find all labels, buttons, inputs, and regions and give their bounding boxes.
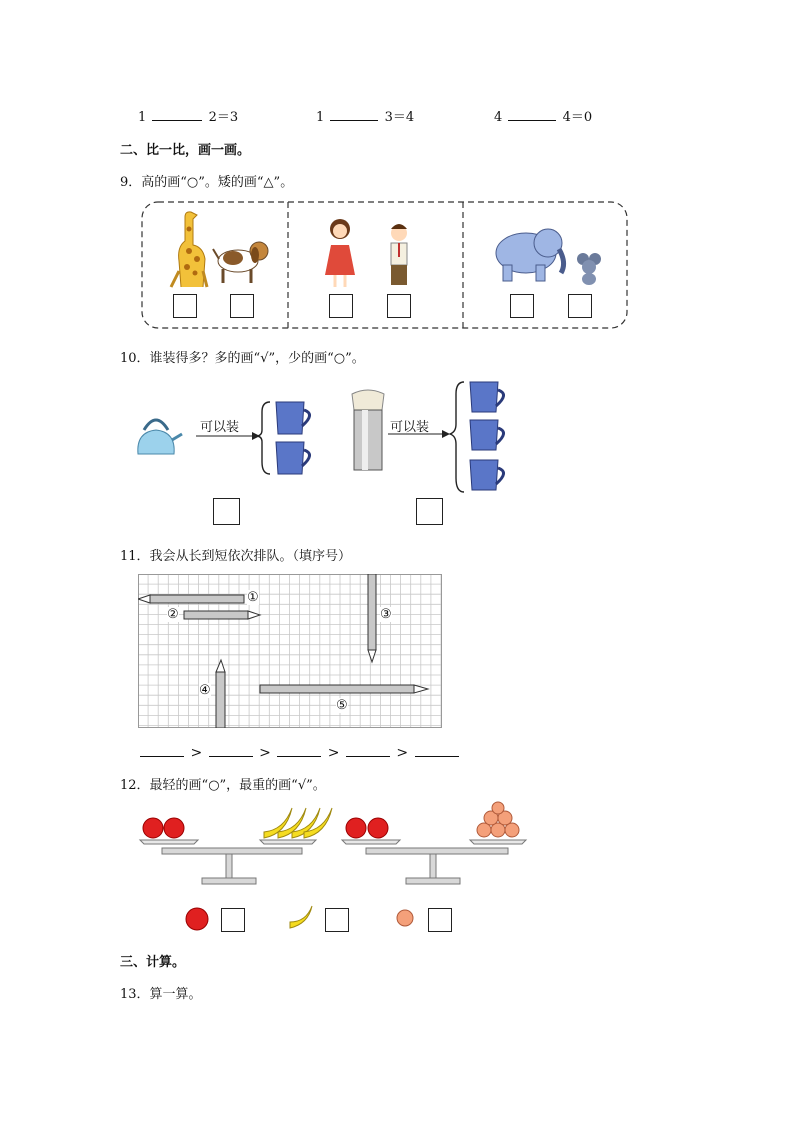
- answer-blank[interactable]: [415, 744, 459, 757]
- answer-box[interactable]: [230, 294, 254, 318]
- q10-illustration: [130, 378, 520, 500]
- question-11-text: 11．我会从长到短依次排队。（填序号）: [120, 549, 352, 564]
- mouse-image: [577, 253, 601, 285]
- kettle-image: [138, 420, 182, 454]
- answer-box[interactable]: [510, 294, 534, 318]
- pencil-1: [138, 595, 244, 603]
- banana-image: [264, 808, 332, 838]
- apple-icon: [186, 908, 208, 930]
- section-title: 二、比一比，画一画。: [120, 143, 251, 158]
- section-title: 三、计算。: [120, 955, 186, 970]
- cup-image: [276, 402, 310, 434]
- label-3: ③: [380, 607, 392, 622]
- q12-scales: [136, 800, 532, 886]
- label-4: ④: [199, 683, 211, 698]
- answer-blank[interactable]: [508, 108, 556, 121]
- equation-1: 1 2＝3: [138, 110, 239, 125]
- question-12-text: 12．最轻的画“○”，最重的画“√”。: [120, 778, 326, 793]
- answer-blank[interactable]: [152, 108, 202, 121]
- cup-image: [470, 460, 504, 490]
- question-9-text: 9．高的画“○”。矮的画“△”。: [120, 175, 294, 190]
- pencil-4: [216, 660, 225, 728]
- question-13-text: 13．算一算。: [120, 987, 202, 1002]
- answer-box[interactable]: [568, 294, 592, 318]
- ordering-line: > > > >: [138, 744, 461, 761]
- answer-blank[interactable]: [277, 744, 321, 757]
- cup-image: [470, 420, 504, 450]
- q9-illustration: [141, 201, 628, 329]
- balance-scale: [140, 840, 316, 884]
- answer-box[interactable]: [416, 498, 443, 525]
- banana-icon: [290, 906, 312, 928]
- giraffe-image: [171, 212, 207, 287]
- q9-panel: [141, 201, 628, 329]
- arrow-label: 可以装: [390, 420, 430, 435]
- cup-image: [470, 382, 504, 412]
- answer-box[interactable]: [213, 498, 240, 525]
- answer-box[interactable]: [325, 908, 349, 932]
- answer-box[interactable]: [221, 908, 245, 932]
- question-10-text: 10．谁装得多？多的画“√”，少的画“○”。: [120, 351, 365, 366]
- elephant-image: [496, 229, 564, 281]
- equation-2: 1 3＝4: [316, 110, 415, 125]
- equation-3: 4 4＝0: [494, 110, 593, 125]
- apple-image: [143, 818, 184, 838]
- answer-blank[interactable]: [346, 744, 390, 757]
- answer-box[interactable]: [387, 294, 411, 318]
- answer-box[interactable]: [329, 294, 353, 318]
- q11-grid: [138, 574, 442, 728]
- pencil-2: [184, 611, 260, 619]
- thermos-image: [352, 390, 384, 470]
- answer-blank[interactable]: [209, 744, 253, 757]
- balance-scale: [342, 840, 526, 884]
- pencil-5: [260, 685, 428, 693]
- arrow-label: 可以装: [200, 420, 240, 435]
- boy-image: [391, 224, 407, 285]
- dog-image: [213, 242, 268, 283]
- label-1: ①: [247, 590, 259, 605]
- girl-image: [325, 219, 355, 287]
- apple-image: [346, 818, 388, 838]
- answer-blank[interactable]: [140, 744, 184, 757]
- peach-icon: [397, 910, 413, 926]
- answer-box[interactable]: [428, 908, 452, 932]
- pencil-3: [368, 574, 376, 662]
- answer-blank[interactable]: [330, 108, 378, 121]
- peach-image: [477, 802, 519, 837]
- label-2: ②: [167, 607, 179, 622]
- cup-image: [276, 442, 310, 474]
- label-5: ⑤: [336, 698, 348, 713]
- answer-box[interactable]: [173, 294, 197, 318]
